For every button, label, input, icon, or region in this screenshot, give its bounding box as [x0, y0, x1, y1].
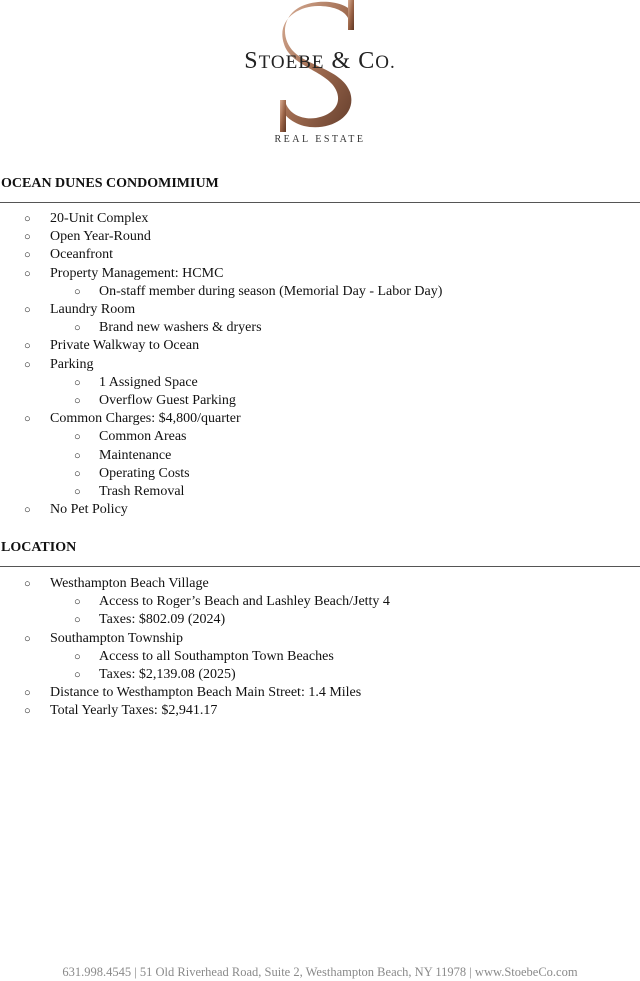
- list-item: [24, 410, 241, 428]
- bullet-icon: ○: [74, 285, 81, 298]
- sub-list-item: [74, 374, 198, 392]
- bullet-icon: ○: [24, 304, 31, 316]
- list-item-text: Southampton Township: [50, 630, 183, 646]
- list-item: [24, 575, 209, 593]
- list-item-text: Common Areas: [99, 429, 187, 445]
- bullet-icon: ○: [24, 504, 31, 517]
- list-item-text: 1 Assigned Space: [99, 374, 198, 390]
- sub-list-item: [74, 666, 236, 684]
- list-item-text: Trash Removal: [99, 484, 185, 499]
- bullet-icon: ○: [24, 578, 31, 590]
- bullet-icon: ○: [24, 632, 31, 645]
- list-item-text: Distance to Westhampton Beach Main Street: 1.4 Miles: [50, 685, 362, 701]
- bullet-icon: ○: [24, 249, 31, 262]
- list-item: [24, 702, 218, 720]
- list-item-text: Total Yearly Taxes: $2,941.17: [50, 703, 218, 719]
- bullet-icon: ○: [74, 431, 81, 444]
- sub-list-item: [74, 648, 334, 666]
- bullet-icon: ○: [74, 449, 81, 462]
- brand-logo: [0, 0, 640, 150]
- list-item-text: Common Charges: $4,800/quarter: [50, 411, 241, 427]
- list-item: [24, 337, 200, 355]
- list-item: [24, 630, 183, 648]
- list-item-text: Private Walkway to Ocean: [50, 338, 200, 354]
- list-item-text: No Pet Policy: [50, 502, 128, 518]
- bullet-icon: ○: [24, 340, 31, 353]
- sub-list-item: [74, 483, 185, 501]
- bullet-icon: ○: [24, 231, 31, 244]
- brand-tagline: REAL ESTATE: [274, 134, 366, 145]
- list-item: [24, 246, 113, 264]
- footer-contact: 631.998.4545 | 51 Old Riverhead Road, Suite 2, Westhampton Beach, NY 11978 | www.StoebeCo.com: [62, 965, 578, 979]
- list-item-text: Taxes: $802.09 (2024): [99, 612, 226, 628]
- bullet-icon: ○: [24, 705, 31, 718]
- section-divider: [0, 566, 640, 567]
- list-item-text: Westhampton Beach Village: [50, 576, 209, 591]
- bullet-icon: ○: [74, 596, 81, 609]
- list-item-text: Overflow Guest Parking: [99, 393, 236, 408]
- bullet-icon: ○: [74, 669, 81, 681]
- list-item-text: 20-Unit Complex: [50, 211, 149, 226]
- section-title-condominium: OCEAN DUNES CONDOMIMIUM: [1, 176, 219, 191]
- section-title-location: LOCATION: [1, 540, 77, 555]
- bullet-icon: ○: [24, 213, 31, 225]
- sub-list-item: [74, 593, 390, 611]
- list-item: [24, 265, 224, 283]
- list-item-text: Open Year-Round: [50, 229, 151, 245]
- bullet-icon: ○: [74, 467, 81, 480]
- sub-list-item: [74, 611, 226, 629]
- bullet-icon: ○: [24, 267, 31, 280]
- list-item-text: Parking: [50, 356, 94, 372]
- bullet-icon: ○: [24, 358, 31, 371]
- bullet-icon: ○: [74, 322, 81, 335]
- brand-name: STOEBE & CO.: [244, 48, 396, 74]
- list-item-text: Taxes: $2,139.08 (2025): [99, 667, 236, 682]
- sub-list-item: [74, 283, 443, 301]
- section-divider: [0, 202, 640, 203]
- sub-list-item: [74, 465, 190, 483]
- bullet-icon: ○: [74, 395, 81, 407]
- list-item: [24, 228, 151, 246]
- list-item: [24, 210, 149, 228]
- bullet-icon: ○: [74, 376, 81, 389]
- bullet-icon: ○: [74, 486, 81, 498]
- sub-list-item: [74, 447, 172, 465]
- list-item: [24, 501, 128, 519]
- bullet-icon: ○: [24, 687, 31, 700]
- bullet-icon: ○: [74, 614, 81, 627]
- bullet-icon: ○: [24, 413, 31, 426]
- bullet-icon: ○: [74, 650, 81, 663]
- list-item-text: Laundry Room: [50, 302, 136, 317]
- sub-list-item: [74, 428, 187, 446]
- list-item-text: Oceanfront: [50, 247, 113, 263]
- sub-list-item: [74, 392, 236, 410]
- list-item-text: Access to Roger’s Beach and Lashley Beach/Jetty 4: [99, 594, 390, 610]
- list-item-text: Operating Costs: [99, 465, 190, 481]
- list-item-text: Property Management: HCMC: [50, 265, 224, 281]
- list-item: [24, 356, 94, 374]
- list-item-text: On-staff member during season (Memorial Day - Labor Day): [99, 283, 443, 299]
- list-item-text: Brand new washers & dryers: [99, 320, 262, 336]
- list-item-text: Maintenance: [99, 447, 172, 463]
- list-item: [24, 684, 362, 702]
- list-item-text: Access to all Southampton Town Beaches: [99, 648, 334, 664]
- list-item: [24, 301, 136, 319]
- sub-list-item: [74, 319, 262, 337]
